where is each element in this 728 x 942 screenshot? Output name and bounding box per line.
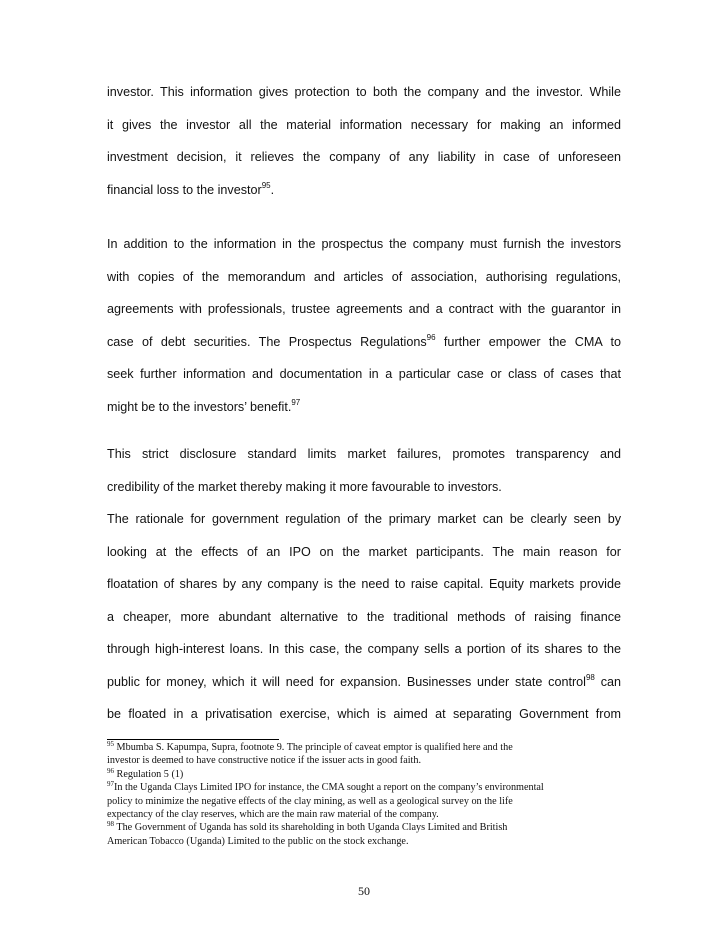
text-line: it gives the investor all the material information necessary for making an informed [107,117,621,132]
text-line: be floated in a privatisation exercise, which is aimed at separating Government from [107,707,621,721]
text-fragment: financial loss to the investor [107,182,262,197]
text-line: credibility of the market thereby making it more favourable to investors. [107,479,502,494]
text-fragment: case of debt securities. The Prospectus Regulations [107,334,427,349]
footnote-ref-98[interactable]: 98 [585,672,595,682]
footnotes [107,741,621,848]
text-line: The rationale for government regulation of the primary market can be clearly seen by [107,512,621,526]
footnote-number: 96 [107,766,114,775]
text-fragment: can [594,674,622,689]
text-line: with copies of the memorandum and articles of association, authorising regulations, [107,269,621,284]
footnote-text: In the Uganda Clays Limited IPO for instance, the CMA sought a report on the company’s environmental [114,782,544,794]
footnote-text: Mbumba S. Kapumpa, Supra, footnote 9. The principle of caveat emptor is qualified here and the [114,742,513,753]
footnote-96 [107,768,621,781]
footnote-95 [107,741,621,754]
text-line: agreements with professionals, trustee agreements and a contract with the guarantor in [107,302,621,316]
text-line [107,666,621,699]
text-line: investment decision, it relieves the company of any liability in case of unforeseen [107,150,621,164]
paragraph-4 [107,503,621,731]
paragraph-2 [107,228,621,423]
text-fragment: public for money, which it will need for expansion. Businesses under state control [107,674,586,689]
text-line [107,326,621,359]
text-line: In addition to the information in the prospectus the company must furnish the investors [107,237,621,251]
footnote-98 [107,821,621,834]
footnote-97 [107,781,621,794]
text-line: a cheaper, more abundant alternative to the traditional methods of raising finance [107,609,621,624]
footnote-text: investor is deemed to have constructive notice if the issuer acts in good faith. [107,755,422,767]
footnote-ref-96[interactable]: 96 [426,332,436,342]
footnote-ref-95[interactable]: 95 [261,180,271,190]
text-line: through high-interest loans. In this case, the company sells a portion of its shares to the [107,642,621,656]
paragraph-1 [107,76,621,206]
text-line: looking at the effects of an IPO on the market participants. The main reason for [107,544,621,559]
text-line: seek further information and documentation in a particular case or class of cases that [107,367,621,381]
footnote-text: policy to minimize the negative effects of the clay mining, as well as a geological survey on the life [107,795,513,807]
text-line: investor. This information gives protection to both the company and the investor. While [107,85,621,99]
footnote-ref-97[interactable]: 97 [291,397,301,407]
footnote-text: American Tobacco (Uganda) Limited to the public on the stock exchange. [107,835,409,847]
text-line: This strict disclosure standard limits market failures, promotes transparency and [107,447,621,461]
footnote-number: 95 [107,740,114,748]
text-line [107,174,621,207]
footnote-text: Regulation 5 (1) [114,768,184,780]
text-fragment: further empower the CMA to [435,334,621,349]
text-fragment: might be to the investors’ benefit. [107,399,292,414]
footnote-number: 97 [107,780,114,789]
paragraph-3 [107,438,621,503]
footnote-separator [107,739,279,740]
footnote-text: The Government of Uganda has sold its shareholding in both Uganda Clays Limited and British [114,822,508,834]
footnote-text: expectancy of the clay reserves, which are the main raw material of the company. [107,809,439,821]
footnote-number: 98 [107,820,114,829]
page-number: 50 [358,884,370,898]
text-line: floatation of shares by any company is the need to raise capital. Equity markets provide [107,577,621,591]
text-line [107,391,621,424]
text-fragment: . [270,182,275,197]
